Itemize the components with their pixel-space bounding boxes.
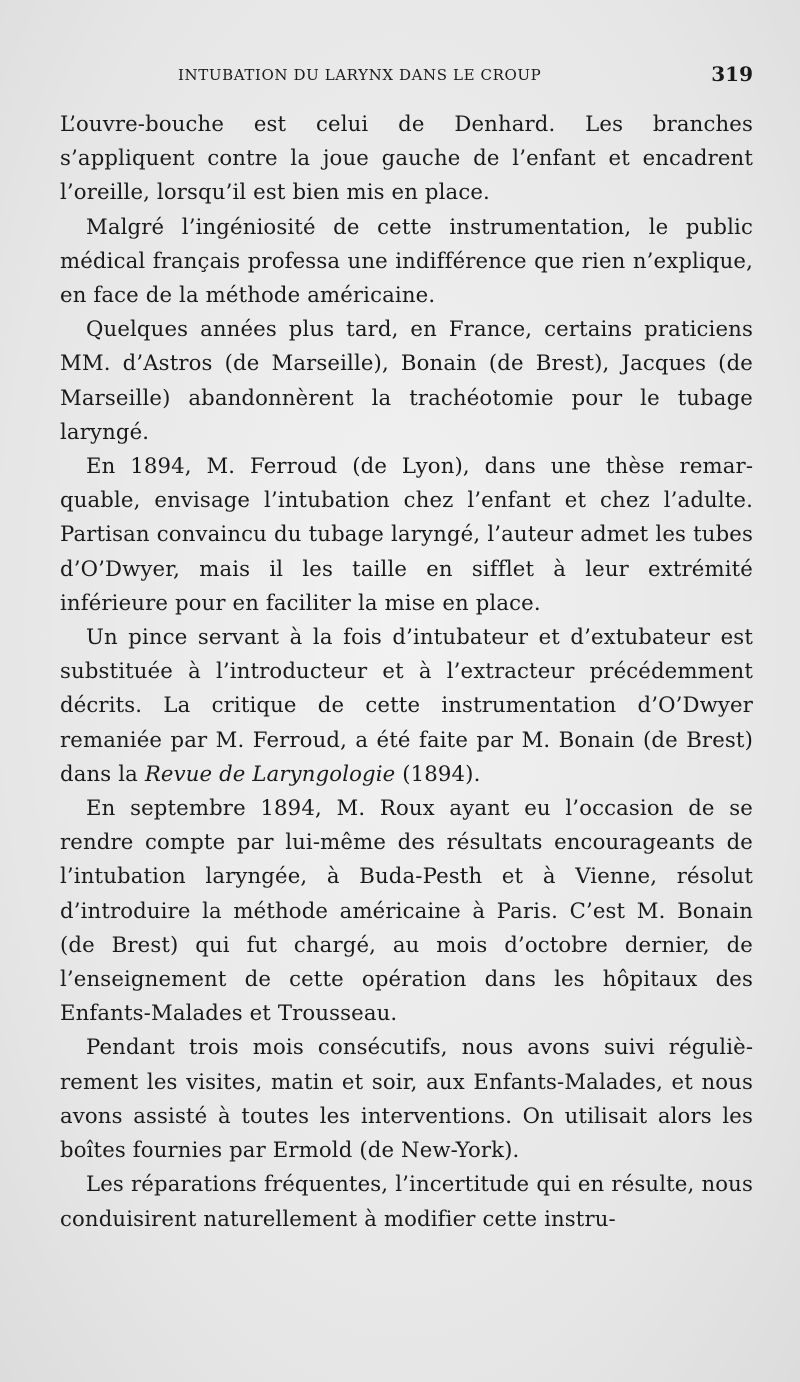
paragraph-8-text: Les réparations fréquentes, l’incertitude qui en résulte, nous conduisirent naturellement à modifier cette instru- [60, 1171, 753, 1231]
paragraph-7 [60, 1030, 753, 1167]
paragraph-7-text: Pendant trois mois consécutifs, nous avons suivi régulièrement les visites, matin et soir, aux Enfants-Malades, et nous avons assisté à toutes les interventions. On utilisait alors les boîtes fournies par Ermold (de New-York). [60, 1034, 753, 1163]
paragraph-5 [60, 620, 753, 791]
paragraph-1 [60, 107, 753, 210]
paragraph-3-text: Quelques années plus tard, en France, certains praticiens MM. d’Astros (de Marseille), Bonain (de Brest), Jacques (de Marseille) abandonnèrent la trachéotomie pour le tubage laryngé. [60, 316, 753, 444]
running-head: INTUBATION DU LARYNX DANS LE CROUP [178, 66, 542, 84]
paragraph-5-end: (1894). [395, 760, 481, 786]
body-text [60, 107, 753, 1236]
paragraph-8 [60, 1167, 753, 1235]
paragraph-4-text: En 1894, M. Ferroud (de Lyon), dans une thèse remarquable, envisage l’intubation chez l’enfant et chez l’adulte. Partisan convaincu du tubage laryngé, l’auteur admet les tubes d’O’Dwyer, mais il les taille en sifflet à leur extrémité inférieure pour en faciliter la mise en place. [60, 453, 753, 615]
page-number: 319 [711, 62, 753, 86]
paragraph-3 [60, 312, 753, 449]
paragraph-6 [60, 791, 753, 1030]
paragraph-5-text: Un pince servant à la fois d’intubateur et d’extubateur est substituée à l’introducteur et à l’extracteur précédemment décrits. La critique de cette instrumentation d’O’Dwyer remaniée par M. Ferroud, a été faite par M. Bonain (de Brest) dans la [60, 624, 753, 786]
paragraph-2 [60, 210, 753, 313]
journal-title: Revue de Laryngologie [144, 760, 396, 786]
page-header [178, 60, 753, 90]
paragraph-6-text: En septembre 1894, M. Roux ayant eu l’occasion de se rendre compte par lui-même des résultats encourageants de l’intubation laryngée, à Buda-Pesth et à Vienne, résolut d’introduire la méthode américaine à Paris. C’est M. Bonain (de Brest) qui fut chargé, au mois d’octobre dernier, de l’enseignement de cette opération dans les hôpitaux des Enfants-Malades et Trousseau. [60, 795, 753, 1026]
paragraph-2-text: Malgré l’ingéniosité de cette instrumentation, le public médical français professa une indifférence que rien n’explique, en face de la méthode américaine. [60, 213, 753, 308]
paragraph-4 [60, 449, 753, 620]
paragraph-1-text: L’ouvre-bouche est celui de Denhard. Les branches s’appliquent contre la joue gauche de l’enfant et encadrent l’oreille, lorsqu’il est bien mis en place. [60, 111, 753, 205]
